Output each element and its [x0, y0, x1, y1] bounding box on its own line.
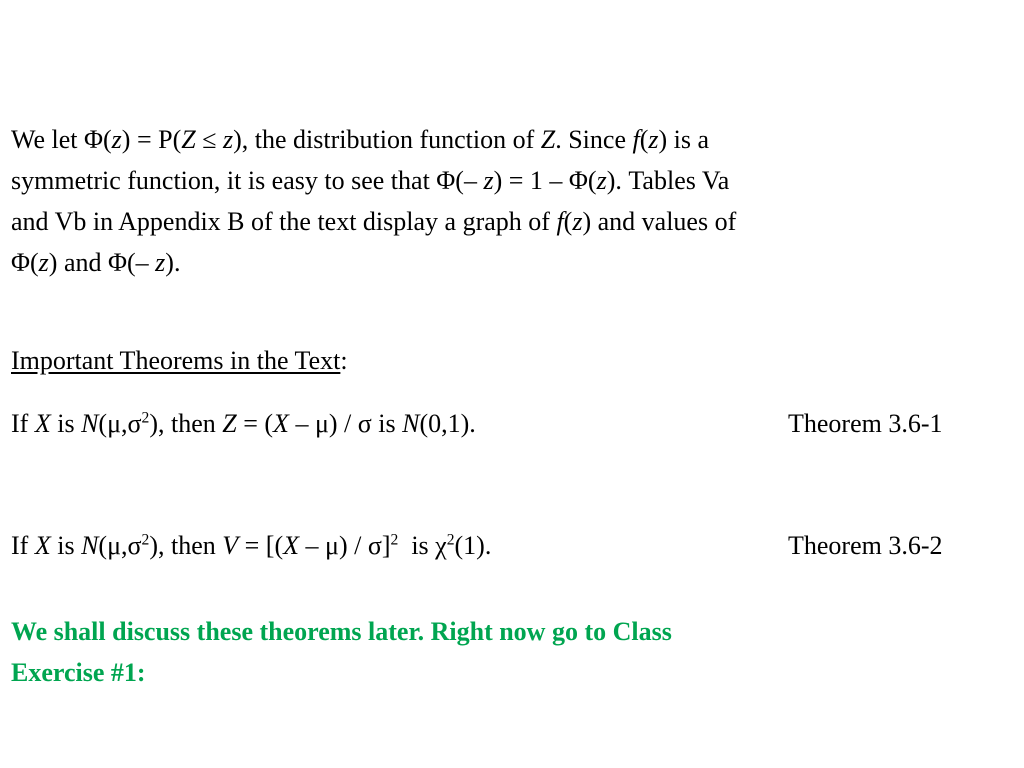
math-var: V: [222, 531, 239, 560]
text-run: ), then: [149, 531, 223, 560]
theorem-3-6-2: [11, 525, 1011, 566]
text-run: (: [639, 125, 649, 154]
math-var: z: [38, 248, 49, 277]
theorem-statement: [11, 409, 476, 438]
math-var: z: [111, 125, 122, 154]
math-var: X: [34, 409, 51, 438]
text-run: (1).: [454, 531, 492, 560]
math-var: f: [556, 207, 564, 236]
text-run: Φ(: [11, 248, 39, 277]
math-var: Z: [540, 125, 556, 154]
math-var: X: [283, 531, 300, 560]
text-run: ), then: [149, 409, 223, 438]
math-var: z: [223, 125, 234, 154]
text-run: (μ,σ: [98, 531, 142, 560]
text-run: symmetric function, it is easy to see that Φ(–: [11, 166, 484, 195]
text-run: = [(: [238, 531, 284, 560]
class-exercise-note: [11, 611, 1011, 693]
text-run: ), the distribution function of: [233, 125, 541, 154]
math-var: N: [81, 409, 99, 438]
text-run: – μ) / σ is: [288, 409, 403, 438]
heading-colon: :: [340, 346, 348, 375]
intro-line-2: [11, 160, 1011, 201]
theorems-heading: [11, 340, 1011, 381]
text-run: is χ: [398, 531, 447, 560]
text-run: ) and Φ(–: [48, 248, 156, 277]
text-run: ) = 1 – Φ(: [493, 166, 597, 195]
intro-line-4: [11, 242, 1011, 283]
math-var: N: [402, 409, 420, 438]
theorem-3-6-1: [11, 403, 1011, 444]
intro-line-1: [11, 119, 1011, 160]
note-line-1: We shall discuss these theorems later. Right now go to Class: [11, 617, 672, 646]
text-run: is: [50, 409, 82, 438]
text-run: (: [563, 207, 573, 236]
theorem-statement: [11, 531, 491, 560]
math-var: Z: [181, 125, 196, 154]
theorem-reference: Theorem 3.6-2: [788, 531, 943, 560]
text-run: = (: [236, 409, 274, 438]
text-run: ).: [165, 248, 181, 277]
text-run: Φ(: [84, 125, 112, 154]
text-run: (μ,σ: [98, 409, 142, 438]
text-run: is: [50, 531, 82, 560]
superscript: 2: [446, 531, 455, 549]
intro-line-3: [11, 201, 1011, 242]
superscript: 2: [141, 409, 150, 427]
text-run: and Vb in Appendix B of the text display a graph of: [11, 207, 557, 236]
math-var: z: [155, 248, 166, 277]
math-var: z: [596, 166, 607, 195]
text-run: . Since: [555, 125, 633, 154]
text-run: ) is a: [658, 125, 710, 154]
text-run: If: [11, 531, 35, 560]
text-run: ≤: [195, 125, 223, 154]
text-run: – μ) / σ]: [299, 531, 391, 560]
text-run: ) and values of: [582, 207, 737, 236]
math-var: z: [572, 207, 583, 236]
text-run: We let: [11, 125, 84, 154]
text-run: ) = P(: [121, 125, 182, 154]
theorem-reference: Theorem 3.6-1: [788, 409, 943, 438]
text-run: If: [11, 409, 35, 438]
superscript: 2: [141, 531, 150, 549]
math-var: z: [483, 166, 494, 195]
math-var: N: [81, 531, 99, 560]
text-run: ). Tables Va: [606, 166, 730, 195]
text-run: (0,1).: [419, 409, 476, 438]
intro-paragraph: [11, 119, 1011, 283]
superscript: 2: [390, 531, 399, 549]
math-var: z: [648, 125, 659, 154]
math-var: f: [632, 125, 640, 154]
note-line-2: Exercise #1:: [11, 658, 146, 687]
math-var: X: [34, 531, 51, 560]
heading-text: Important Theorems in the Text: [11, 346, 341, 375]
math-var: X: [273, 409, 289, 438]
math-var: Z: [222, 409, 237, 438]
